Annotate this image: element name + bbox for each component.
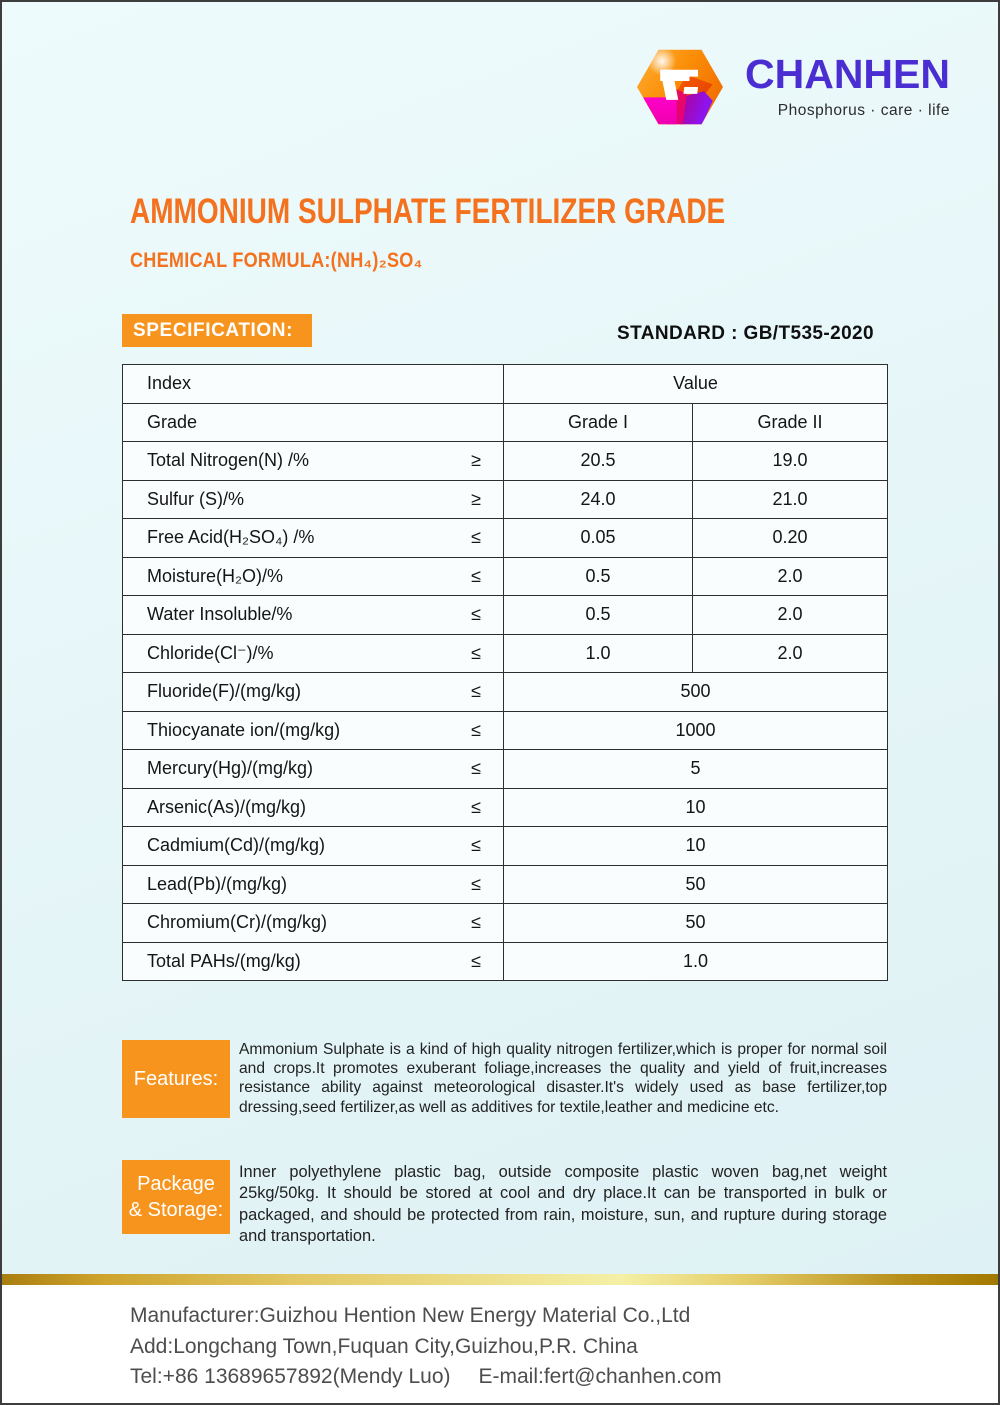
table-row (123, 480, 888, 519)
table-row (123, 904, 888, 943)
index-label: Free Acid(H₂SO₄) /% (147, 527, 315, 548)
value-cell-merged: 1000 (504, 711, 888, 750)
address-line: Add:Longchang Town,Fuquan City,Guizhou,P.R. China (130, 1334, 638, 1358)
grade-header (123, 403, 504, 442)
value-cell-grade1: 0.05 (504, 519, 693, 558)
grade-header-row (123, 403, 888, 442)
table-row (123, 711, 888, 750)
value-cell-grade1: 0.5 (504, 596, 693, 635)
table-row (123, 519, 888, 558)
inequality-symbol: ≤ (471, 950, 481, 971)
value-cell-grade2: 2.0 (693, 596, 888, 635)
brand-name: CHANHEN (745, 51, 950, 97)
index-cell (123, 865, 504, 904)
index-label: Total Nitrogen(N) /% (147, 450, 310, 471)
tel-text: Tel:+86 13689657892(Mendy Luo) (130, 1365, 451, 1388)
email-text: E-mail:fert@chanhen.com (478, 1365, 722, 1388)
brand-header (637, 44, 950, 130)
index-cell (123, 596, 504, 635)
index-cell (123, 557, 504, 596)
index-label: Lead(Pb)/(mg/kg) (147, 873, 288, 894)
index-cell (123, 442, 504, 481)
index-cell (123, 788, 504, 827)
footer (2, 1285, 998, 1403)
index-label: Mercury(Hg)/(mg/kg) (147, 758, 314, 779)
index-cell (123, 519, 504, 558)
grade2-header: Grade II (693, 403, 888, 442)
value-cell-grade1: 0.5 (504, 557, 693, 596)
table-row (123, 596, 888, 635)
value-cell-merged: 500 (504, 673, 888, 712)
inequality-symbol: ≤ (471, 873, 481, 894)
table-row (123, 942, 888, 981)
index-label: Arsenic(As)/(mg/kg) (147, 796, 307, 817)
index-header (123, 365, 504, 404)
features-badge (122, 1040, 230, 1118)
package-badge-line1: Package (137, 1173, 215, 1195)
inequality-symbol: ≤ (471, 604, 481, 625)
package-text: Inner polyethylene plastic bag, outside composite plastic woven bag,net weight 25kg/50kg. It should be stored at cool and dry place.It can be transported in bulk or packaged, and should be protected from rain, moisture, sun, and rupture during storage and transportation. (239, 1163, 887, 1245)
page-title: AMMONIUM SULPHATE FERTILIZER GRADE (130, 192, 726, 231)
index-label: Fluoride(F)/(mg/kg) (147, 681, 302, 702)
grade-header-label: Grade (147, 411, 198, 432)
index-cell (123, 480, 504, 519)
value-header: Value (504, 365, 888, 404)
table-row (123, 557, 888, 596)
index-label: Moisture(H₂O)/% (147, 565, 284, 586)
index-cell (123, 634, 504, 673)
inequality-symbol: ≤ (471, 758, 481, 779)
value-cell-merged: 1.0 (504, 942, 888, 981)
inequality-symbol: ≤ (471, 719, 481, 740)
value-cell-grade2: 0.20 (693, 519, 888, 558)
inequality-symbol: ≤ (471, 527, 481, 548)
index-label: Chromium(Cr)/(mg/kg) (147, 912, 327, 933)
package-badge-line2: & Storage: (128, 1199, 224, 1221)
features-text: Ammonium Sulphate is a kind of high quality nitrogen fertilizer,which is proper for normal soil and crops.It promotes exuberant foliage,increases the quality and yield of fruit,increases resistance ability against meteorological disaster.It's widely used as base fertilizer,top dressing,seed fertilizer,as well as additives for textile,leather and medicine etc. (239, 1041, 887, 1116)
inequality-symbol: ≤ (471, 835, 481, 856)
specification-label: SPECIFICATION: (122, 314, 312, 347)
table-row (123, 442, 888, 481)
inequality-symbol: ≥ (471, 488, 481, 509)
package-storage-section (122, 1160, 887, 1247)
index-cell (123, 827, 504, 866)
standard-reference: STANDARD : GB/T535-2020 (617, 323, 874, 344)
inequality-symbol: ≤ (471, 565, 481, 586)
package-badge (122, 1160, 230, 1234)
index-cell (123, 904, 504, 943)
index-label: Chloride(Cl⁻)/% (147, 642, 274, 663)
specification-table (122, 364, 888, 981)
table-row (123, 788, 888, 827)
index-label: Water Insoluble/% (147, 604, 293, 625)
index-label: Total PAHs/(mg/kg) (147, 950, 301, 971)
manufacturer-line: Manufacturer:Guizhou Hention New Energy Material Co.,Ltd (130, 1304, 691, 1327)
index-cell (123, 942, 504, 981)
value-cell-grade1: 20.5 (504, 442, 693, 481)
grade1-header: Grade I (504, 403, 693, 442)
gold-divider-bar (2, 1274, 998, 1285)
index-cell (123, 711, 504, 750)
value-cell-grade1: 1.0 (504, 634, 693, 673)
value-cell-grade2: 2.0 (693, 557, 888, 596)
value-cell-merged: 5 (504, 750, 888, 789)
value-cell-grade1: 24.0 (504, 480, 693, 519)
inequality-symbol: ≤ (471, 681, 481, 702)
value-cell-merged: 50 (504, 865, 888, 904)
table-row (123, 673, 888, 712)
value-cell-grade2: 19.0 (693, 442, 888, 481)
spec-table-body (123, 442, 888, 981)
table-header-row (123, 365, 888, 404)
value-cell-merged: 10 (504, 788, 888, 827)
contact-line (130, 1362, 998, 1393)
inequality-symbol: ≥ (471, 450, 481, 471)
chemical-formula: CHEMICAL FORMULA:(NH₄)₂SO₄ (130, 249, 423, 272)
index-label: Thiocyanate ion/(mg/kg) (147, 719, 341, 740)
chanhen-logo-icon (637, 44, 723, 130)
value-cell-grade2: 21.0 (693, 480, 888, 519)
table-row (123, 634, 888, 673)
features-badge-label: Features: (133, 1068, 219, 1090)
table-row (123, 827, 888, 866)
index-label: Cadmium(Cd)/(mg/kg) (147, 835, 326, 856)
value-cell-grade2: 2.0 (693, 634, 888, 673)
inequality-symbol: ≤ (471, 796, 481, 817)
inequality-symbol: ≤ (471, 912, 481, 933)
brand-text (745, 51, 950, 120)
value-cell-merged: 50 (504, 904, 888, 943)
table-row (123, 750, 888, 789)
features-section (122, 1040, 887, 1118)
table-row (123, 865, 888, 904)
brand-tagline: Phosphorus · care · life (777, 102, 950, 119)
index-cell (123, 673, 504, 712)
inequality-symbol: ≤ (471, 642, 481, 663)
index-label: Sulfur (S)/% (147, 488, 245, 509)
index-cell (123, 750, 504, 789)
value-cell-merged: 10 (504, 827, 888, 866)
index-header-label: Index (147, 373, 192, 394)
